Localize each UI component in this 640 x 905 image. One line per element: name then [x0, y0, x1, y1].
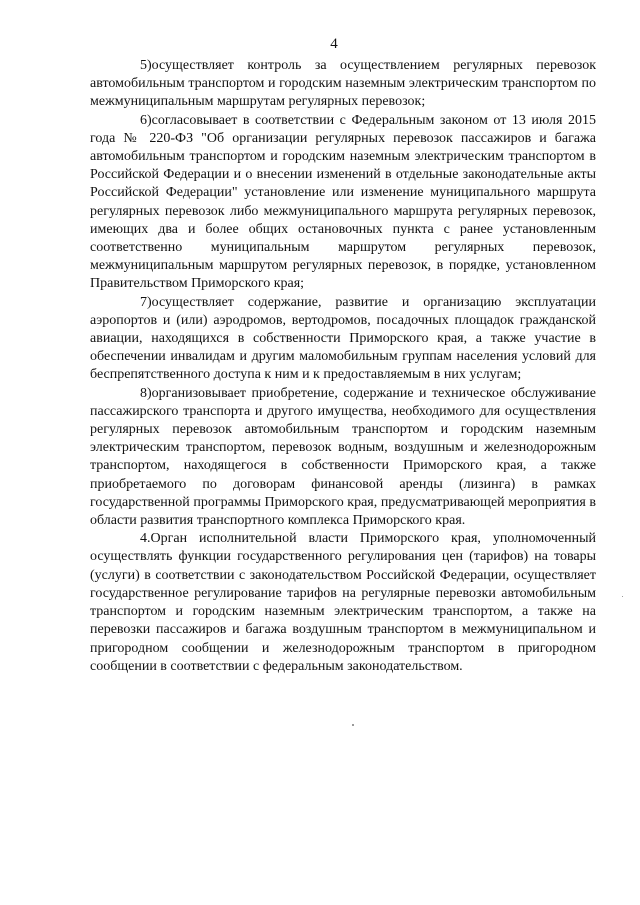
paragraph-item-5: 5)осуществляет контроль за осуществлением регулярных перевозок автомобильным транспортом и городским наземным электрическим транспортом по межмуниципальным маршрутам регулярных перевозок; — [90, 58, 596, 110]
page-number: 4 — [330, 36, 338, 52]
scan-speck — [352, 724, 354, 726]
paragraph-item-6: 6)согласовывает в соответствии с Федеральным законом от 13 июля 2015 года № 220-ФЗ "Об организации регулярных перевозок пассажиров и багажа автомобильным транспортом и городским наземным электрическим транспортом в Российской Федерации и о внесении изменений в отдельные законодательные акты Российской Федерации" установление или изменение муниципального маршрута регулярных перевозок либо межмуниципального маршрута регулярных перевозок, имеющих два и более общих остановочных пункта с ранее установленным соответственно муниципальным маршрутом регулярных перевозок, межмуниципальным маршрутом регулярных перевозок, в порядке, установленном Правительством Приморского края; — [90, 112, 596, 292]
paragraph-section-4: 4.Орган исполнительной власти Приморского края, уполномоченный осуществлять функции государственного регулирования цен (тарифов) на товары (услуги) в соответствии с законодательством Российской Федерации, осуществляет государственное регулирование тарифов на регулярные перевозки автомобильным транспортом и городским наземным электрическим транспортом, а также на перевозки пассажиров и багажа воздушным транспортом в межмуниципальном и пригородном сообщении и железнодорожным транспортом в пригородном сообщении в соответствии с федеральным законодательством. — [90, 531, 596, 674]
document-body — [90, 57, 596, 676]
paragraph-item-7: 7)осуществляет содержание, развитие и организацию эксплуатации аэропортов и (или) аэродромов, вертодромов, посадочных площадок гражданской авиации, находящихся в собственности Приморского края, а также участие в обеспечении инвалидам и другим маломобильным группам населения условий для беспрепятственного доступа к ним и к предоставляемым в них услугам; — [90, 294, 596, 383]
paragraph-item-8: 8)организовывает приобретение, содержание и техническое обслуживание пассажирского транспорта и другого имущества, необходимого для осуществления регулярных перевозок автомобильным транспортом и городским наземным электрическим транспортом, перевозок водным, воздушным и железнодорожным транспортом, находящегося в собственности Приморского края, а также приобретаемого по договорам финансовой аренды (лизинга) в рамках государственной программы Приморского края, предусматривающей мероприятия в области развития транспортного комплекса Приморского края. — [90, 385, 596, 529]
scan-speck — [622, 596, 623, 597]
